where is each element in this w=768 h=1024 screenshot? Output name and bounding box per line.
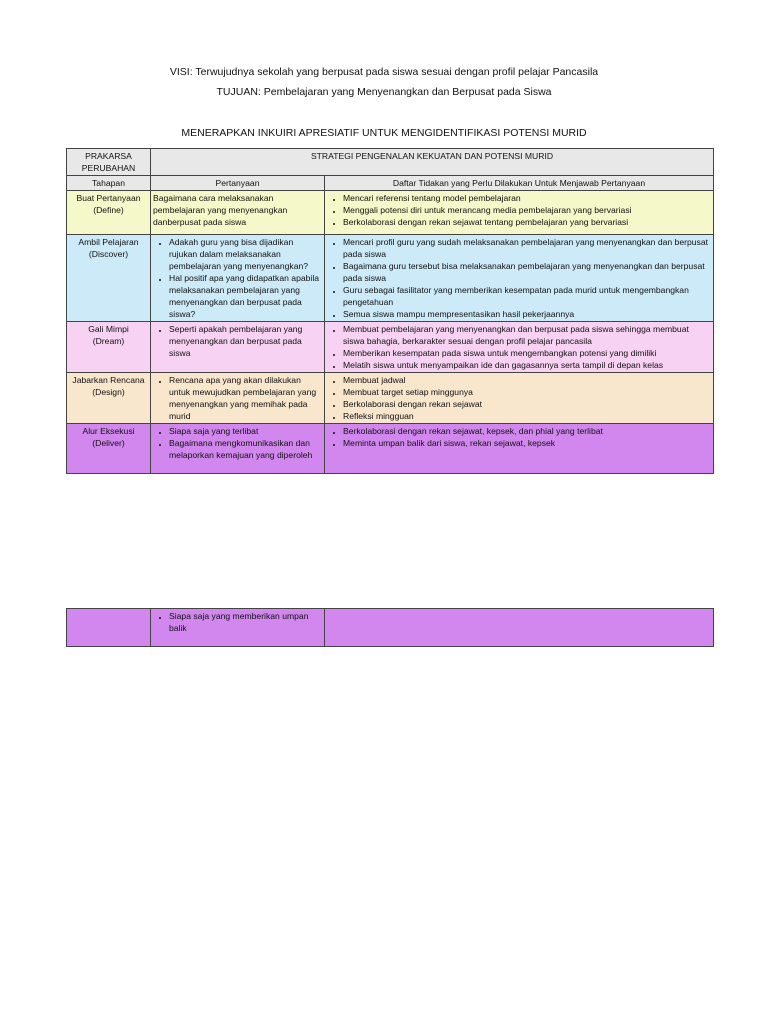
- header-prakarsa: PRAKARSA PERUBAHAN: [67, 149, 151, 176]
- questions-list: [153, 323, 322, 359]
- stage-cell: [67, 235, 151, 322]
- questions-cell: [151, 322, 325, 373]
- action-item: • Membuat jadwal: [343, 374, 711, 386]
- vision-heading: VISI: Terwujudnya sekolah yang berpusat pada siswa sesuai dengan profil pelajar Pancasila: [169, 66, 599, 78]
- stage-english-name: (Define): [93, 205, 124, 215]
- document-subtitle: MENERAPKAN INKUIRI APRESIATIF UNTUK MENGIDENTIFIKASI POTENSI MURID: [181, 127, 587, 139]
- question-item: • Siapa saja yang memberikan umpan balik: [169, 610, 322, 634]
- stage-cell: [67, 322, 151, 373]
- table-row: [67, 191, 714, 235]
- stage-name: Ambil Pelajaran: [78, 237, 139, 247]
- questions-cell: [151, 373, 325, 424]
- column-pertanyaan: Pertanyaan: [151, 176, 325, 191]
- actions-list: [327, 192, 711, 228]
- action-item: • Membuat pembelajaran yang menyenangkan dan berpusat pada siswa sehingga membuat siswa bahagia, berkarakter sesuai dengan profil pelajar pancasila: [343, 323, 711, 347]
- actions-cell: [325, 424, 714, 474]
- header-strategi: STRATEGI PENGENALAN KEKUATAN DAN POTENSI MURID: [151, 149, 714, 176]
- action-item: • Menggali potensi diri untuk merancang media pembelajaran yang bervariasi: [343, 204, 711, 216]
- stage-name: Gali Mimpi: [88, 324, 129, 334]
- inquiry-table: [66, 148, 714, 474]
- actions-cell: [325, 322, 714, 373]
- stage-name: Alur Eksekusi: [82, 426, 135, 436]
- questions-list: [153, 610, 322, 634]
- action-item: • Memberikan kesempatan pada siswa untuk mengembangkan potensi yang dimiliki: [343, 347, 711, 359]
- questions-cell: [151, 609, 325, 647]
- stage-name: Jabarkan Rencana: [72, 375, 145, 385]
- action-item: • Mencari profil guru yang sudah melaksanakan pembelajaran yang menyenangkan dan berpusat pada siswa: [343, 236, 711, 260]
- continuation-table: [66, 608, 714, 647]
- questions-list: [153, 374, 322, 422]
- actions-cell: [325, 235, 714, 322]
- action-item: • Membuat target setiap minggunya: [343, 386, 711, 398]
- stage-cell: [67, 191, 151, 235]
- action-item: • Refleksi mingguan: [343, 410, 711, 422]
- table-body: [67, 191, 714, 474]
- question-item: • Seperti apakah pembelajaran yang menyenangkan dan berpusat pada siswa: [169, 323, 322, 359]
- stage-cell: [67, 373, 151, 424]
- action-item: • Meminta umpan balik dari siswa, rekan sejawat, kepsek: [343, 437, 711, 449]
- question-item: • Hal positif apa yang didapatkan apabila melaksanakan pembelajaran yang menyenangkan dan berpusat pada siswa?: [169, 272, 322, 320]
- action-item: • Berkolaborasi dengan rekan sejawat, kepsek, dan phial yang terlibat: [343, 425, 711, 437]
- action-item: • Bagaimana guru tersebut bisa melaksanakan pembelajaran yang menyenangkan dan berpusat pada siswa: [343, 260, 711, 284]
- table-row: [67, 373, 714, 424]
- questions-list: [153, 425, 322, 461]
- action-item: • Guru sebagai fasilitator yang memberikan kesempatan pada murid untuk mengembangkan pengetahuan: [343, 284, 711, 308]
- stage-english-name: (Design): [92, 387, 125, 397]
- goal-heading: TUJUAN: Pembelajaran yang Menyenangkan dan Berpusat pada Siswa: [216, 86, 552, 98]
- action-item: • Semua siswa mampu mempresentasikan hasil pekerjaannya: [343, 308, 711, 320]
- actions-list: [327, 236, 711, 320]
- stage-english-name: (Discover): [88, 249, 129, 259]
- question-item: • Rencana apa yang akan dilakukan untuk mewujudkan pembelajaran yang menyenangkan yang memihak pada murid: [169, 374, 322, 422]
- questions-list: [153, 236, 322, 320]
- column-tahapan: Tahapan: [67, 176, 151, 191]
- actions-list: [327, 323, 711, 371]
- questions-cell: [151, 235, 325, 322]
- action-item: • Berkolaborasi dengan rekan sejawat tentang pembelajaran yang bervariasi: [343, 216, 711, 228]
- stage-english-name: (Dream): [92, 336, 125, 346]
- question-text: Bagaimana cara melaksanakan pembelajaran yang menyenangkan danberpusat pada siswa: [153, 193, 288, 227]
- actions-cell: [325, 609, 714, 647]
- column-daftar-tindakan: Daftar Tidakan yang Perlu Dilakukan Untuk Menjawab Pertanyaan: [325, 176, 714, 191]
- stage-cell: [67, 609, 151, 647]
- stage-english-name: (Deliver): [92, 438, 125, 448]
- table-row: [67, 424, 714, 474]
- questions-cell: [151, 191, 325, 235]
- question-item: • Bagaimana mengkomunikasikan dan melaporkan kemajuan yang diperoleh: [169, 437, 322, 461]
- actions-list: [327, 425, 711, 449]
- stage-cell: [67, 424, 151, 474]
- stage-name: Buat Pertanyaan: [76, 193, 141, 203]
- action-item: • Berkolaborasi dengan rekan sejawat: [343, 398, 711, 410]
- table-row: [67, 322, 714, 373]
- table-row: [67, 235, 714, 322]
- actions-list: [327, 374, 711, 422]
- action-item: • Mencari referensi tentang model pembelajaran: [343, 192, 711, 204]
- question-item: • Adakah guru yang bisa dijadikan rujukan dalam melaksanakan pembelajaran yang menyenangkan?: [169, 236, 322, 272]
- questions-cell: [151, 424, 325, 474]
- action-item: • Melatih siswa untuk menyampaikan ide dan gagasannya serta tampil di depan kelas: [343, 359, 711, 371]
- table-row: [67, 609, 714, 647]
- actions-cell: [325, 373, 714, 424]
- actions-cell: [325, 191, 714, 235]
- question-item: • Siapa saja yang terlibat: [169, 425, 322, 437]
